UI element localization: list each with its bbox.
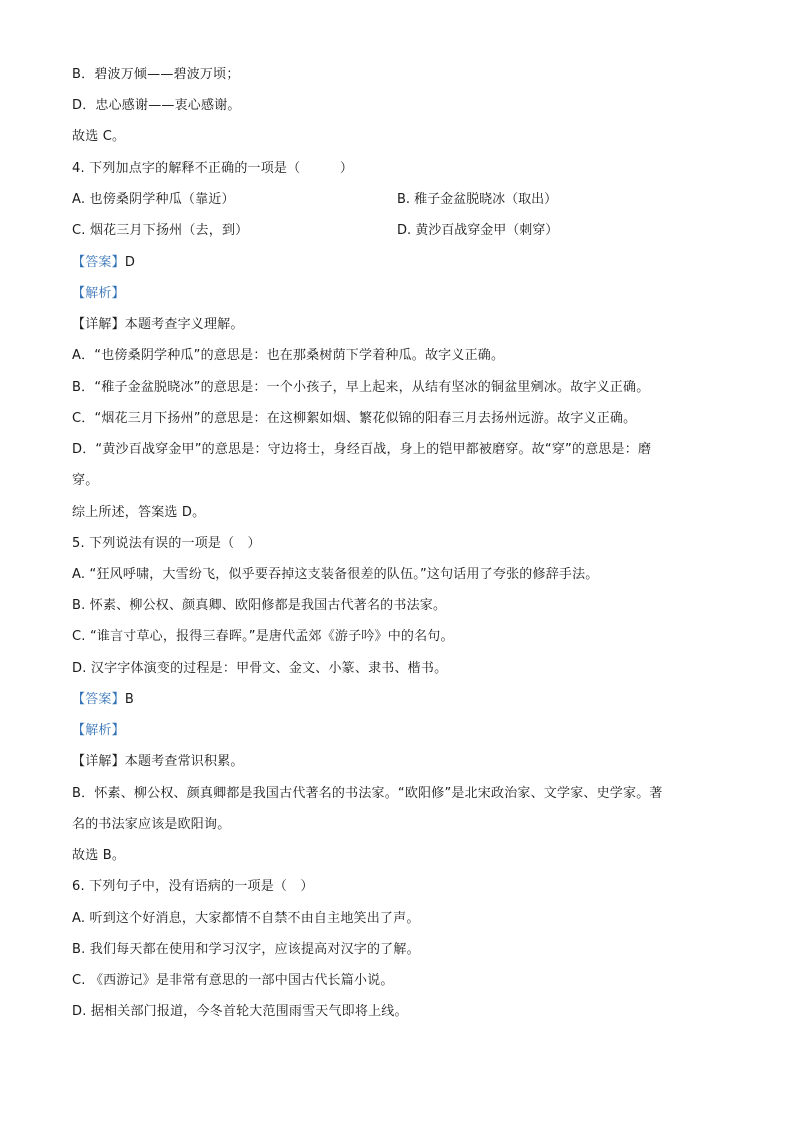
q5-analysis-tag: 【解析】 [72, 723, 125, 738]
q4-explain-c: C．“烟花三月下扬州”的意思是：在这柳絮如烟、繁花似锦的阳春三月去扬州远游。故字义正确。 [72, 411, 637, 426]
question-5: 5. 下列说法有误的一项是（ ） [72, 536, 261, 551]
q5-explain-b-line2: 名的书法家应该是欧阳询。 [72, 817, 231, 832]
q4-explain-a: A．“也傍桑阴学种瓜”的意思是：也在那桑树荫下学着种瓜。故字义正确。 [72, 348, 505, 363]
q6-option-c: C. 《西游记》是非常有意思的一部中国古代长篇小说。 [72, 973, 394, 988]
q4-analysis-tag: 【解析】 [72, 286, 125, 301]
q5-answer [72, 691, 722, 709]
q4-option-b: B. 稚子金盆脱晓冰（取出） [397, 192, 558, 207]
q6-option-b: B. 我们每天都在使用和学习汉字，应该提高对汉字的了解。 [72, 942, 420, 957]
q4-answer [72, 254, 722, 272]
q4-explain-d-line1: D．“黄沙百战穿金甲”的意思是：守边将士，身经百战，身上的铠甲都被磨穿。故“穿”的意思是：磨 [72, 442, 652, 457]
q4-explain-d-line2: 穿。 [72, 473, 99, 488]
q4-option-c: C. 烟花三月下扬州（去，到） [72, 223, 249, 238]
q5-option-c: C. “谁言寸草心，报得三春晖。”是唐代孟郊《游子吟》中的名句。 [72, 629, 454, 644]
answer-tag: 【答案】 [72, 692, 125, 707]
q5-option-b: B. 怀素、柳公权、颜真卿、欧阳修都是我国古代著名的书法家。 [72, 598, 447, 613]
q5-detail: 【详解】本题考查常识积累。 [72, 754, 244, 769]
answer-value: B [124, 692, 134, 707]
prev-option-d: D．忠心感谢——衷心感谢。 [72, 98, 241, 113]
prev-option-b: B．碧波万倾——碧波万顷； [72, 67, 240, 82]
prev-conclusion: 故选 C。 [72, 129, 126, 144]
q5-summary: 故选 B。 [72, 848, 126, 863]
q6-option-a: A. 听到这个好消息，大家都情不自禁不由自主地笑出了声。 [72, 911, 420, 926]
q5-explain-b-line1: B．怀素、柳公权、颜真卿都是我国古代著名的书法家。“欧阳修”是北宋政治家、文学家、史学家。著 [72, 786, 663, 801]
q4-summary: 综上所述，答案选 D。 [72, 505, 206, 520]
question-4: 4. 下列加点字的解释不正确的一项是（ ） [72, 161, 354, 176]
q5-option-a: A. “狂风呼啸，大雪纷飞，似乎要吞掉这支装备很差的队伍。”这句话用了夸张的修辞手法。 [72, 567, 599, 582]
q4-option-a: A. 也傍桑阴学种瓜（靠近） [72, 192, 235, 207]
q6-option-d: D. 据相关部门报道，今冬首轮大范围雨雪天气即将上线。 [72, 1004, 408, 1019]
question-6: 6. 下列句子中，没有语病的一项是（ ） [72, 879, 314, 894]
answer-tag: 【答案】 [72, 255, 125, 270]
q4-option-d: D. 黄沙百战穿金甲（刺穿） [397, 223, 559, 238]
q5-option-d: D. 汉字字体演变的过程是：甲骨文、金文、小篆、隶书、楷书。 [72, 661, 448, 676]
q4-detail: 【详解】本题考查字义理解。 [72, 317, 244, 332]
answer-value: D [124, 255, 136, 270]
q4-explain-b: B．“稚子金盆脱晓冰”的意思是：一个小孩子，早上起来，从结有坚冰的铜盆里剜冰。故字义正确。 [72, 380, 650, 395]
